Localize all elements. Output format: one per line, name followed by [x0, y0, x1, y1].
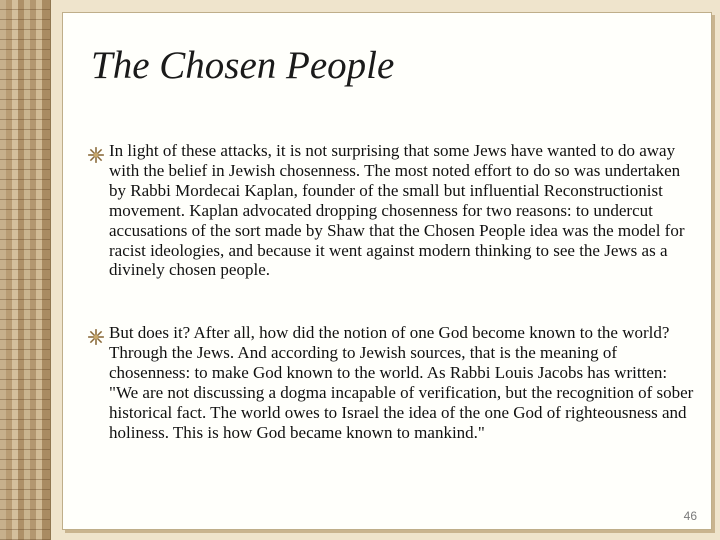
- page-number: 46: [683, 509, 697, 523]
- bullet-text: But does it? After all, how did the notion of one God become known to the world? Through the Jews. And according to Jewish sources, that is the meaning of chosenness: to make God known to the world. As Rabbi Louis Jacobs has written: "We are not discussing a dogma incapable of verification, but the recognition of sober historical fact. The world owes to Israel the idea of the one God of righteousness and holiness. This is how God became known to mankind.": [109, 323, 694, 442]
- bullet-item: [83, 323, 695, 442]
- decorative-side-stripe: [0, 0, 51, 540]
- star-burst-icon: [83, 146, 109, 164]
- slide-panel: [62, 12, 712, 530]
- bullet-item: [83, 141, 695, 280]
- bullet-text: In light of these attacks, it is not surprising that some Jews have wanted to do away with the belief in Jewish chosenness. The most noted effort to do so was undertaken by Rabbi Mordecai Kaplan, founder of the small but influential Reconstructionist movement. Kaplan advocated dropping chosenness for two reasons: to undercut accusations of the sort made by Shaw that the Chosen People idea was the model for racist ideologies, and because it went against modern thinking to see the Jews as a divinely chosen people.: [109, 141, 685, 280]
- star-burst-icon: [83, 328, 109, 346]
- slide-title: The Chosen People: [91, 44, 395, 87]
